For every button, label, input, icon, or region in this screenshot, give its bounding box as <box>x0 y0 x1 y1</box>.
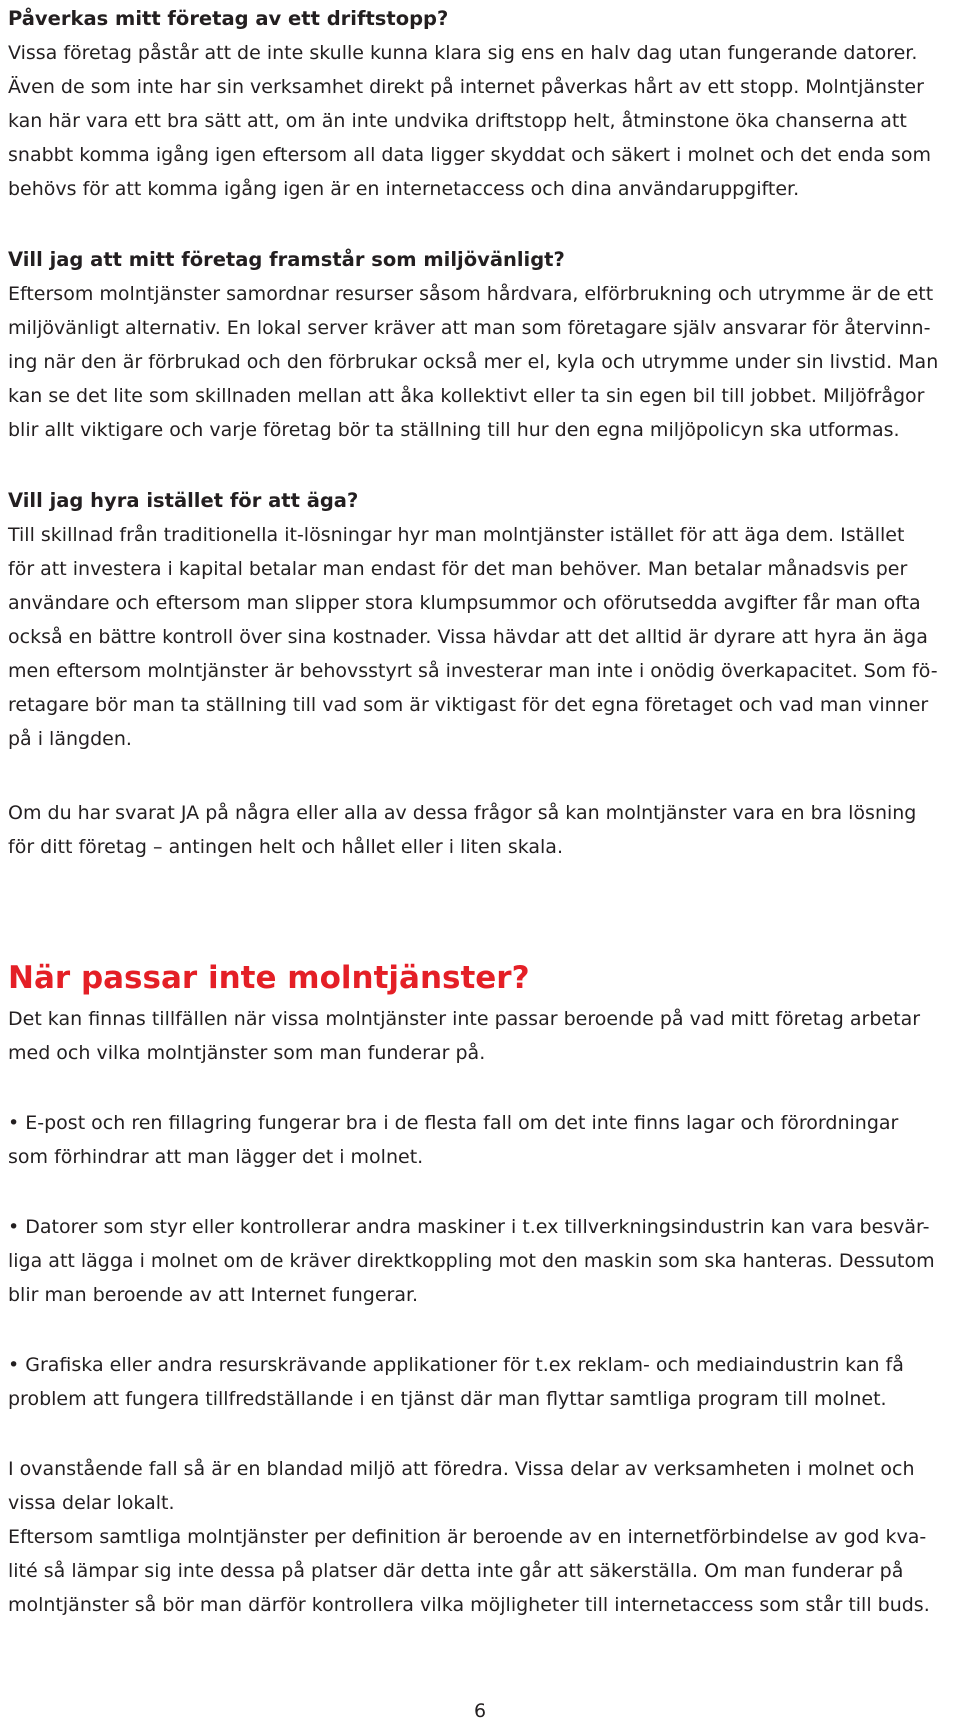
section-title: När passar inte molntjänster? <box>8 960 530 996</box>
text-line: ing när den är förbrukad och den förbrukar också mer el, kyla och utrymme under sin livstid. Man <box>8 351 939 373</box>
section-heading: Vill jag att mitt företag framstår som miljövänligt? <box>8 248 565 271</box>
text-line: kan se det lite som skillnaden mellan att åka kollektivt eller ta sin egen bil till jobbet. Miljöfrågor <box>8 385 925 407</box>
text-line: Eftersom samtliga molntjänster per definition är beroende av en internetförbindelse av god kva- <box>8 1526 927 1548</box>
bullet-item <box>8 1210 935 1312</box>
section-when-not <box>8 958 530 998</box>
text-line: som förhindrar att man lägger det i molnet. <box>8 1146 424 1168</box>
text-line: blir allt viktigare och varje företag bör ta ställning till hur den egna miljöpolicyn ska utformas. <box>8 419 900 441</box>
closing-paragraph <box>8 1452 930 1622</box>
text-line: • E-post och ren fillagring fungerar bra i de flesta fall om det inte finns lagar och förordningar <box>8 1112 899 1134</box>
text-line: • Grafiska eller andra resurskrävande applikationer för t.ex reklam- och mediaindustrin kan få <box>8 1354 904 1376</box>
text-line: kan här vara ett bra sätt att, om än inte undvika driftstopp helt, åtminstone öka chanserna att <box>8 110 907 132</box>
text-line: • Datorer som styr eller kontrollerar andra maskiner i t.ex tillverkningsindustrin kan vara besvär- <box>8 1216 930 1238</box>
text-line: molntjänster så bör man därför kontrollera vilka möjligheter till internetaccess som står till buds. <box>8 1594 930 1616</box>
text-line: men eftersom molntjänster är behovsstyrt så investerar man inte i onödig överkapacitet. Som fö- <box>8 660 938 682</box>
when-not-intro <box>8 1002 920 1070</box>
text-line: för att investera i kapital betalar man endast för det man behöver. Man betalar månadsvis per <box>8 558 908 580</box>
text-line: liga att lägga i molnet om de kräver direktkoppling mot den maskin som ska hanteras. Dessutom <box>8 1250 935 1272</box>
section-miljovanligt <box>8 243 938 447</box>
text-line: användare och eftersom man slipper stora klumpsummor och oförutsedda avgifter får man ofta <box>8 592 921 614</box>
intro-paragraph <box>8 1002 920 1070</box>
section-heading: Vill jag hyra istället för att äga? <box>8 489 359 512</box>
text-line: Även de som inte har sin verksamhet direkt på internet påverkas hårt av ett stopp. Molntjänster <box>8 76 924 98</box>
bullet-paragraph <box>8 1348 904 1416</box>
section-paragraph <box>8 277 938 447</box>
section-hyra <box>8 484 938 756</box>
text-line: snabbt komma igång igen eftersom all data ligger skyddat och säkert i molnet och det enda som <box>8 144 932 166</box>
bullet-item <box>8 1106 898 1174</box>
section-driftstopp <box>8 2 931 206</box>
text-line: vissa delar lokalt. <box>8 1492 175 1514</box>
text-line: I ovanstående fall så är en blandad miljö att föredra. Vissa delar av verksamheten i molnet och <box>8 1458 915 1480</box>
text-line: problem att fungera tillfredställande i en tjänst där man flyttar samtliga program till molnet. <box>8 1388 887 1410</box>
text-line: Det kan finnas tillfällen när vissa molntjänster inte passar beroende på vad mitt företag arbetar <box>8 1008 921 1030</box>
text-line: blir man beroende av att Internet fungerar. <box>8 1284 419 1306</box>
bullet-paragraph <box>8 1210 935 1312</box>
bullet-paragraph <box>8 1106 898 1174</box>
text-line: Till skillnad från traditionella it-lösningar hyr man molntjänster istället för att äga dem. Istället <box>8 524 905 546</box>
bullet-item <box>8 1348 904 1416</box>
conclusion <box>8 796 916 864</box>
section-paragraph <box>8 518 938 756</box>
text-line: på i längden. <box>8 728 132 750</box>
section-paragraph <box>8 36 931 206</box>
closing-text <box>8 1452 930 1622</box>
text-line: också en bättre kontroll över sina kostnader. Vissa hävdar att det alltid är dyrare att hyra än äga <box>8 626 928 648</box>
text-line: lité så lämpar sig inte dessa på platser där detta inte går att säkerställa. Om man funderar på <box>8 1560 904 1582</box>
page-number: 6 <box>473 1700 487 1722</box>
text-line: med och vilka molntjänster som man funderar på. <box>8 1042 486 1064</box>
text-line: Vissa företag påstår att de inte skulle kunna klara sig ens en halv dag utan fungerande datorer. <box>8 42 918 64</box>
conclusion-paragraph <box>8 796 916 864</box>
text-line: för ditt företag – antingen helt och hållet eller i liten skala. <box>8 836 563 858</box>
text-line: retagare bör man ta ställning till vad som är viktigast för det egna företaget och vad man vinner <box>8 694 929 716</box>
text-line: miljövänligt alternativ. En lokal server kräver att man som företagare själv ansvarar för återvinn- <box>8 317 931 339</box>
text-line: behövs för att komma igång igen är en internetaccess och dina användaruppgifter. <box>8 178 800 200</box>
section-heading: Påverkas mitt företag av ett driftstopp? <box>8 7 449 30</box>
text-line: Eftersom molntjänster samordnar resurser såsom hårdvara, elförbrukning och utrymme är de ett <box>8 283 934 305</box>
text-line: Om du har svarat JA på några eller alla av dessa frågor så kan molntjänster vara en bra lösning <box>8 802 917 824</box>
